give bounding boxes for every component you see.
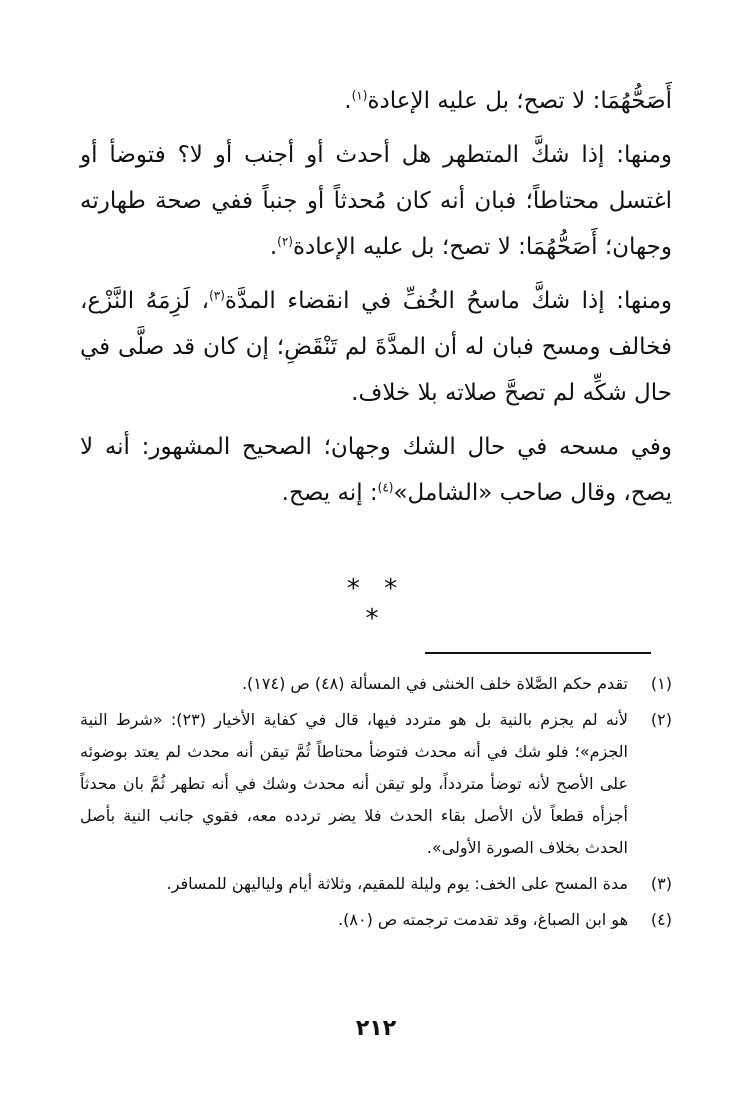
footnote-text: تقدم حكم الصَّلاة خلف الخنثى في المسألة (٤٨) ص (١٧٤). xyxy=(241,674,628,693)
footnote-number: (٢) xyxy=(650,710,672,729)
paragraph-text-end: ، لَزِمَهُ النَّزْع، فخالف ومسح فبان له أن المدَّةَ لم تَنْقَضِ؛ إن كان قد صلَّى في حال شكِّه لم تصحَّ صلاته بلا خلاف. xyxy=(80,288,672,406)
footnote-text: مدة المسح على الخف: يوم وليلة للمقيم، وثلاثة أيام ولياليهن للمسافر. xyxy=(166,874,628,893)
footnote-4 xyxy=(80,904,672,936)
footnote-number: (٤) xyxy=(650,910,672,929)
paragraph-text-end: . xyxy=(269,234,278,260)
footnote-2 xyxy=(80,704,672,864)
main-text xyxy=(80,78,672,516)
paragraph-4 xyxy=(80,424,672,516)
footnote-number: (١) xyxy=(650,674,672,693)
paragraph-text: ومنها: إذا شكَّ ماسحُ الخُفِّ في انقضاء المدَّة xyxy=(224,288,672,314)
footnotes xyxy=(80,668,672,940)
footnote-text: لأنه لم يجزم بالنية بل هو متردد فيها، قال في كفاية الأخيار (٢٣): «شرط النية الجزم»؛ فلو شك في أنه محدث فتوضأ محتاطاً ثُمَّ تيقن أنه محدث لم يعتد بوضوئه على الأصح لأنه توضأ متردداً، ولو تيقن أنه محدث وشك في أنه تطهر ثُمَّ بان محدثاً أجزأه قطعاً لأن الأصل بقاء الحدث فلا يضر تردده معه، فقوي جانب النية بأصل الحدث بخلاف الصورة الأولى». xyxy=(80,710,628,857)
footnote-ref: (٣) xyxy=(209,288,225,303)
section-separator: * * * xyxy=(346,574,406,634)
paragraph-text: أَصَحُّهُمَا: لا تصح؛ بل عليه الإعادة xyxy=(367,88,672,114)
footnote-ref: (٢) xyxy=(277,234,293,249)
footnote-divider xyxy=(425,652,651,654)
paragraph-text-end: . xyxy=(344,88,352,114)
footnote-ref: (٤) xyxy=(377,480,394,495)
footnote-text: هو ابن الصباغ، وقد تقدمت ترجمته ص (٨٠). xyxy=(338,910,628,929)
footnote-1 xyxy=(80,668,672,700)
paragraph-text-end: : إنه يصح. xyxy=(281,480,378,506)
footnote-3 xyxy=(80,868,672,900)
footnote-ref: (١) xyxy=(351,88,368,103)
paragraph-3 xyxy=(80,278,672,416)
page-number: ٢١٢ xyxy=(355,1016,397,1041)
footnote-number: (٣) xyxy=(650,874,672,893)
paragraph-2 xyxy=(80,132,672,270)
paragraph-text: وفي مسحه في حال الشك وجهان؛ الصحيح المشهور: أنه لا يصح، وقال صاحب «الشامل» xyxy=(80,434,672,506)
paragraph-1 xyxy=(80,78,672,124)
paragraph-text: ومنها: إذا شكَّ المتطهر هل أحدث أو أجنب أو لا؟ فتوضأ أو اغتسل محتاطاً؛ فبان أنه كان مُحدثاً أو جنباً ففي صحة طهارته وجهان؛ أَصَحُّهُمَا: لا تصح؛ بل عليه الإعادة xyxy=(80,142,672,260)
